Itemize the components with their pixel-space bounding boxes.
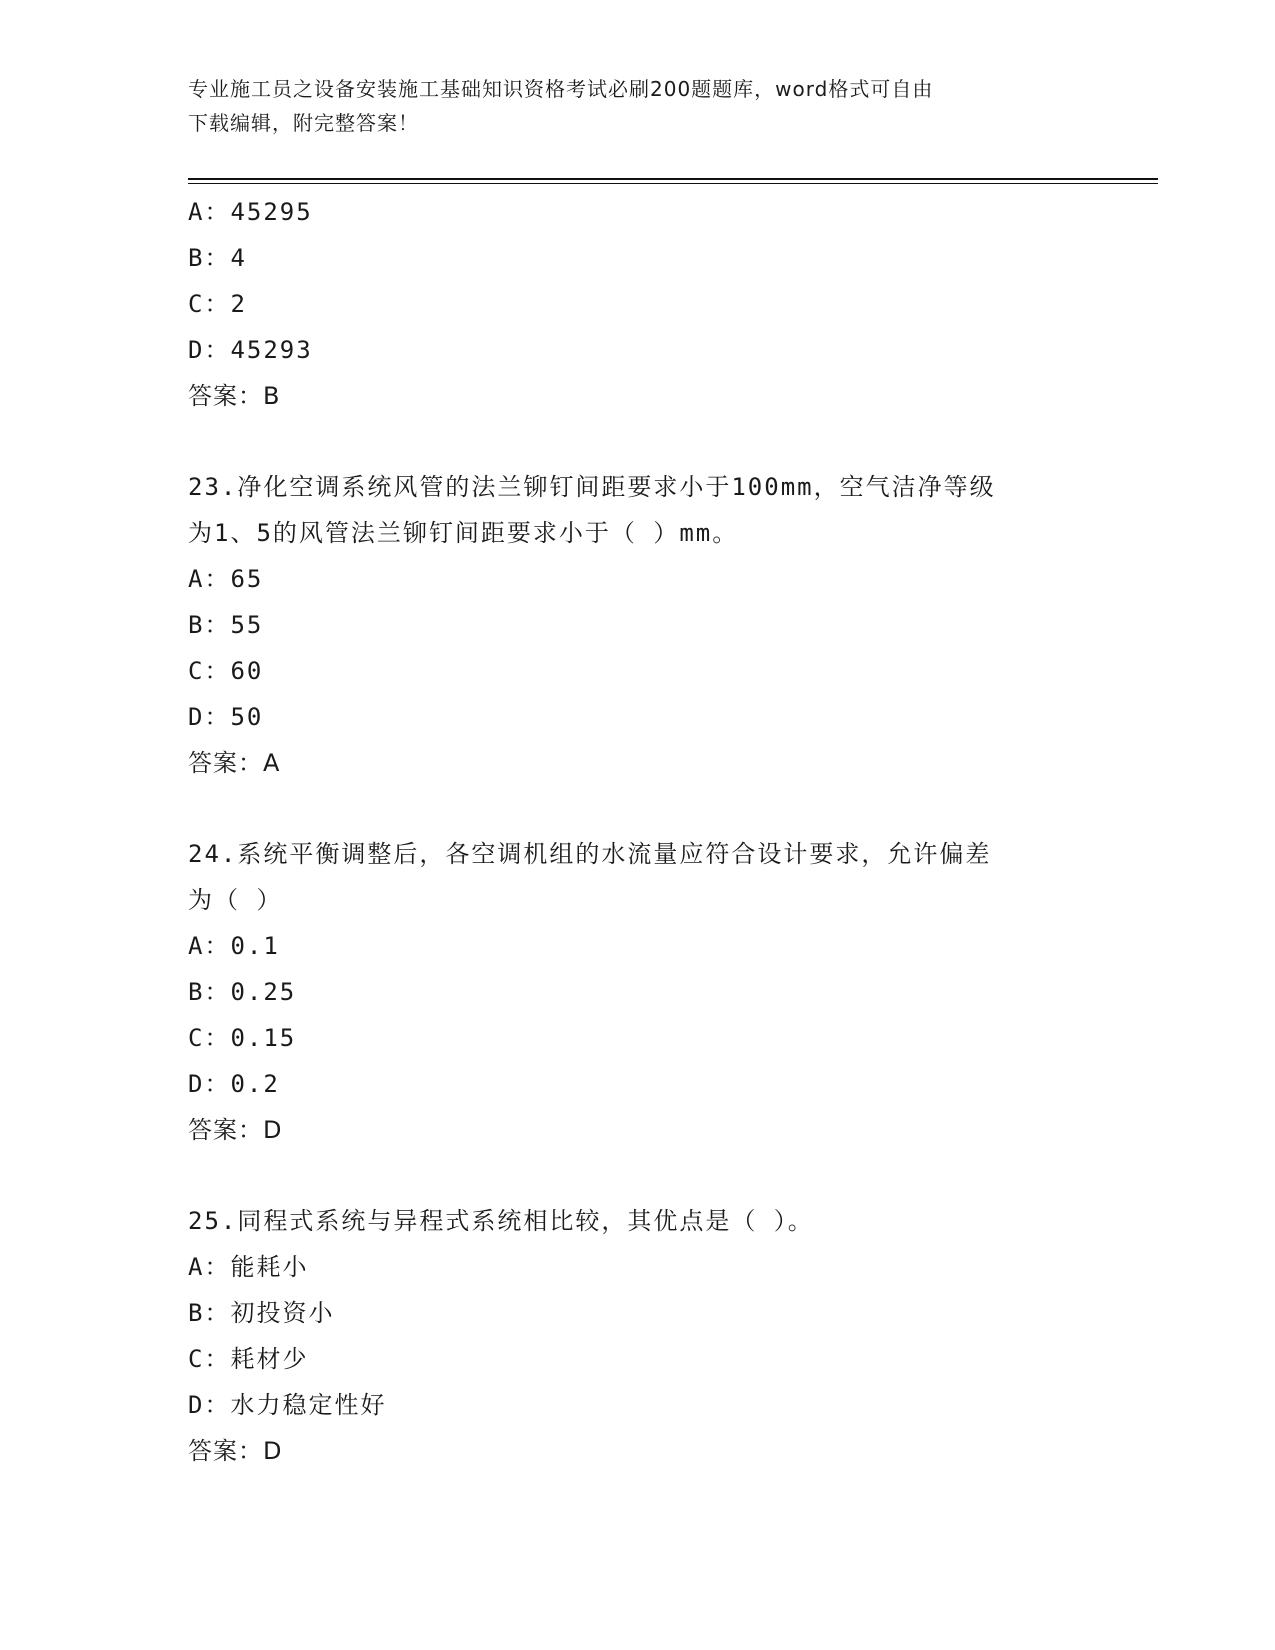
option-b: B：55 [188, 611, 264, 639]
option-d: D：水力稳定性好 [188, 1391, 387, 1419]
question-24-block [188, 831, 1088, 1153]
option-d: D：0.2 [188, 1070, 280, 1098]
document-header [188, 72, 1088, 140]
question-text-line-1: 24.系统平衡调整后，各空调机组的水流量应符合设计要求，允许偏差 [188, 840, 992, 868]
previous-question-block [188, 189, 1088, 419]
question-text-line-1: 23.净化空调系统风管的法兰铆钉间距要求小于100mm，空气洁净等级 [188, 473, 996, 501]
question-text-line-2: 为1、5的风管法兰铆钉间距要求小于（ ）mm。 [188, 519, 739, 547]
option-c: C：0.15 [188, 1024, 297, 1052]
option-c: C：60 [188, 657, 264, 685]
question-23-block [188, 464, 1088, 786]
option-a: A：65 [188, 565, 264, 593]
header-divider [188, 178, 1158, 184]
answer-line: 答案：D [188, 1437, 283, 1465]
option-d: D：45293 [188, 336, 313, 364]
answer-line: 答案：D [188, 1116, 283, 1144]
option-b: B：0.25 [188, 978, 297, 1006]
question-list [188, 189, 1088, 1474]
option-b: B：4 [188, 244, 247, 272]
option-a: A：能耗小 [188, 1253, 309, 1281]
answer-line: 答案：A [188, 749, 281, 777]
option-d: D：50 [188, 703, 264, 731]
option-a: A：0.1 [188, 932, 280, 960]
option-a: A：45295 [188, 198, 313, 226]
question-text-line-1: 25.同程式系统与异程式系统相比较，其优点是（ ）。 [188, 1207, 814, 1235]
question-25-block [188, 1198, 1088, 1474]
option-c: C：2 [188, 290, 247, 318]
answer-line: 答案：B [188, 382, 281, 410]
header-line-2: 下载编辑，附完整答案！ [188, 111, 419, 135]
header-line-1: 专业施工员之设备安装施工基础知识资格考试必刷200题题库，word格式可自由 [188, 77, 934, 101]
option-c: C：耗材少 [188, 1345, 309, 1373]
option-b: B：初投资小 [188, 1299, 335, 1327]
question-text-line-2: 为（ ） [188, 886, 283, 914]
